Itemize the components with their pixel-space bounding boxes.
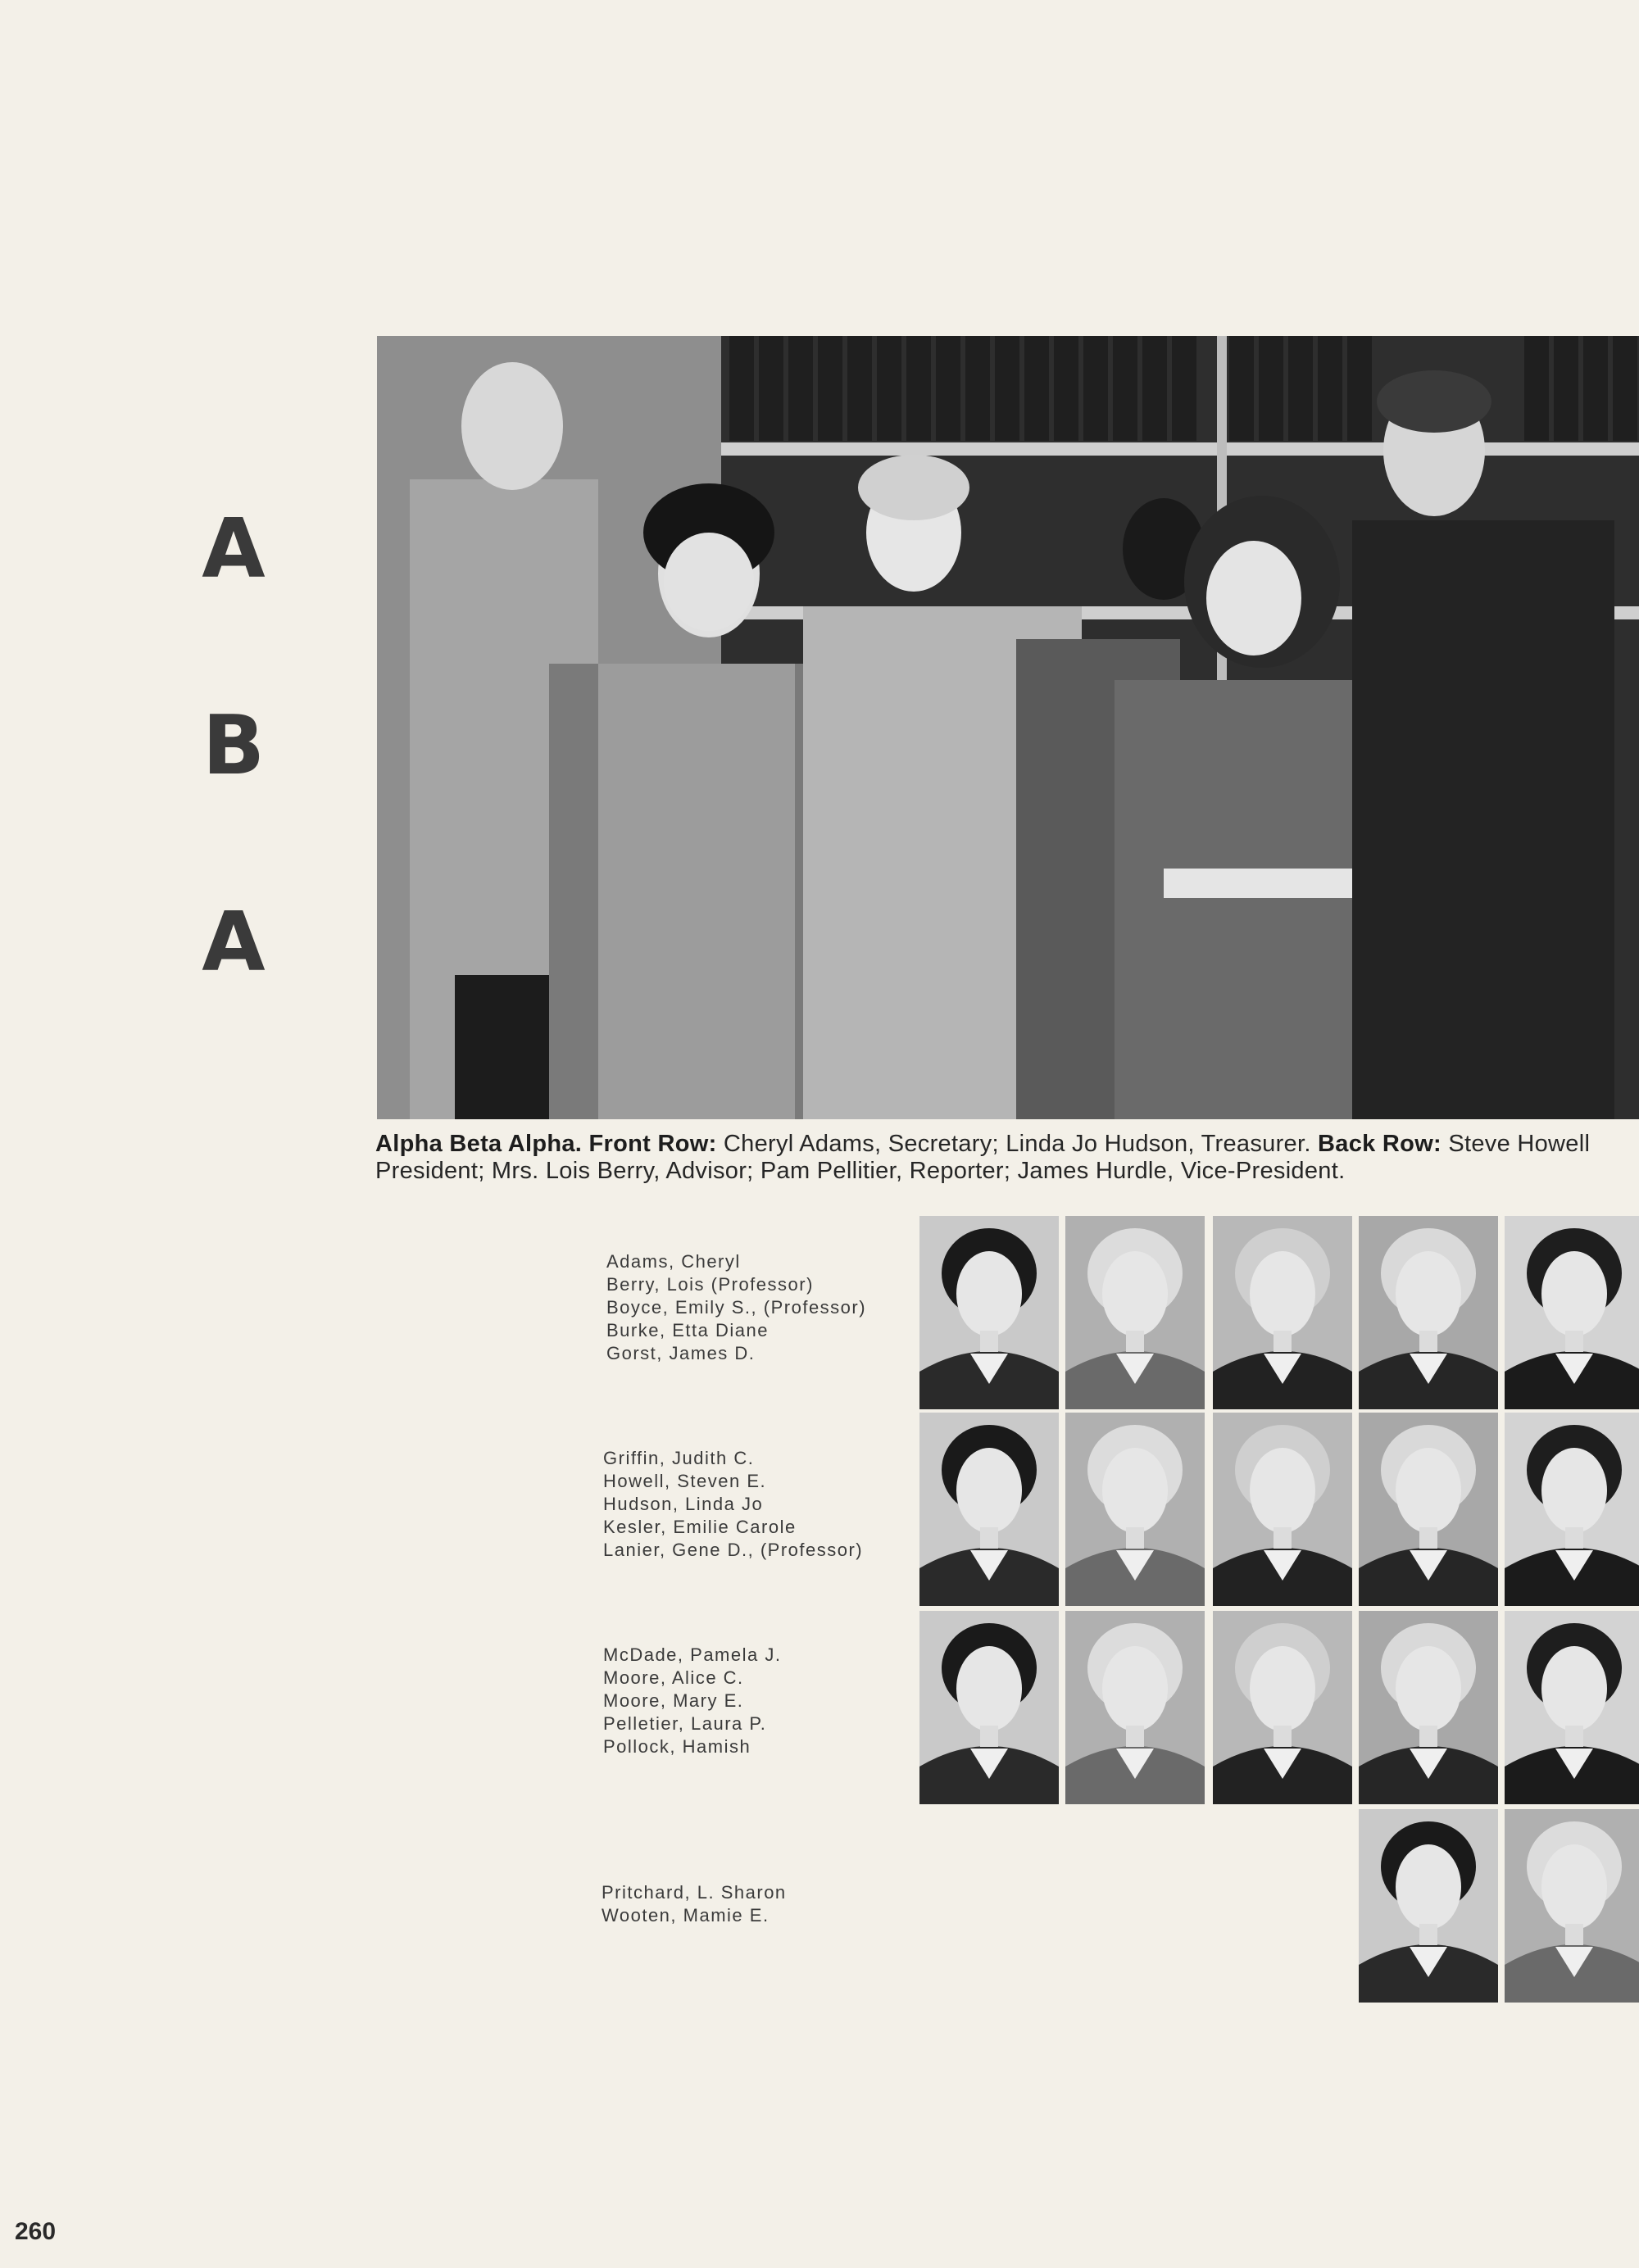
- name-entry: Berry, Lois (Professor): [606, 1274, 814, 1295]
- student-portrait: [919, 1216, 1059, 1409]
- student-portrait: [1359, 1809, 1498, 2003]
- name-entry: Wooten, Mamie E.: [602, 1905, 770, 1926]
- name-entry: Pelletier, Laura P.: [603, 1713, 767, 1734]
- name-list-group-3: [603, 1644, 781, 1758]
- name-entry: Howell, Steven E.: [603, 1471, 767, 1491]
- student-portrait: [1213, 1216, 1352, 1409]
- name-entry: Boyce, Emily S., (Professor): [606, 1297, 867, 1318]
- name-list-group-4: [602, 1881, 787, 1927]
- student-portrait: [919, 1413, 1059, 1606]
- name-entry: Burke, Etta Diane: [606, 1320, 769, 1340]
- caption-front-row-label: Front Row:: [588, 1131, 717, 1157]
- name-entry: Pritchard, L. Sharon: [602, 1882, 787, 1903]
- name-entry: Kesler, Emilie Carole: [603, 1517, 797, 1537]
- side-letter-a-bottom: A: [202, 894, 266, 990]
- page-number: 260: [15, 2218, 57, 2245]
- caption-org-name: Alpha Beta Alpha.: [375, 1131, 583, 1157]
- student-portrait: [1505, 1611, 1639, 1804]
- name-entry: Moore, Mary E.: [603, 1690, 744, 1711]
- name-entry: Hudson, Linda Jo: [603, 1494, 764, 1514]
- student-portrait: [919, 1611, 1059, 1804]
- student-portrait: [1359, 1216, 1498, 1409]
- name-list-group-2: [603, 1447, 863, 1562]
- caption-front-row-text: Cheryl Adams, Secretary; Linda Jo Hudson, Treasurer.: [723, 1131, 1311, 1157]
- student-portrait: [1065, 1216, 1205, 1409]
- student-portrait: [1213, 1413, 1352, 1606]
- group-photo: [377, 336, 1639, 1119]
- group-photo-caption: [375, 1131, 1637, 1185]
- side-letter-b: B: [202, 697, 266, 793]
- name-entry: Adams, Cheryl: [606, 1251, 741, 1272]
- student-portrait: [1359, 1611, 1498, 1804]
- student-portrait: [1213, 1611, 1352, 1804]
- student-portrait: [1505, 1216, 1639, 1409]
- caption-back-row-text: Steve Howell President; Mrs. Lois Berry, Advisor; Pam Pellitier, Reporter; James Hurdle, Vice-President.: [375, 1131, 1591, 1184]
- student-portrait: [1065, 1413, 1205, 1606]
- name-entry: Gorst, James D.: [606, 1343, 756, 1363]
- name-entry: Moore, Alice C.: [603, 1667, 744, 1688]
- student-portrait: [1505, 1809, 1639, 2003]
- name-entry: Griffin, Judith C.: [603, 1448, 755, 1468]
- student-portrait: [1505, 1413, 1639, 1606]
- name-entry: Pollock, Hamish: [603, 1736, 751, 1757]
- side-letter-a-top: A: [202, 501, 266, 596]
- name-entry: McDade, Pamela J.: [603, 1644, 782, 1665]
- student-portrait: [1359, 1413, 1498, 1606]
- name-list-group-1: [606, 1250, 866, 1365]
- caption-back-row-label: Back Row:: [1318, 1131, 1442, 1157]
- name-entry: Lanier, Gene D., (Professor): [603, 1540, 864, 1560]
- student-portrait: [1065, 1611, 1205, 1804]
